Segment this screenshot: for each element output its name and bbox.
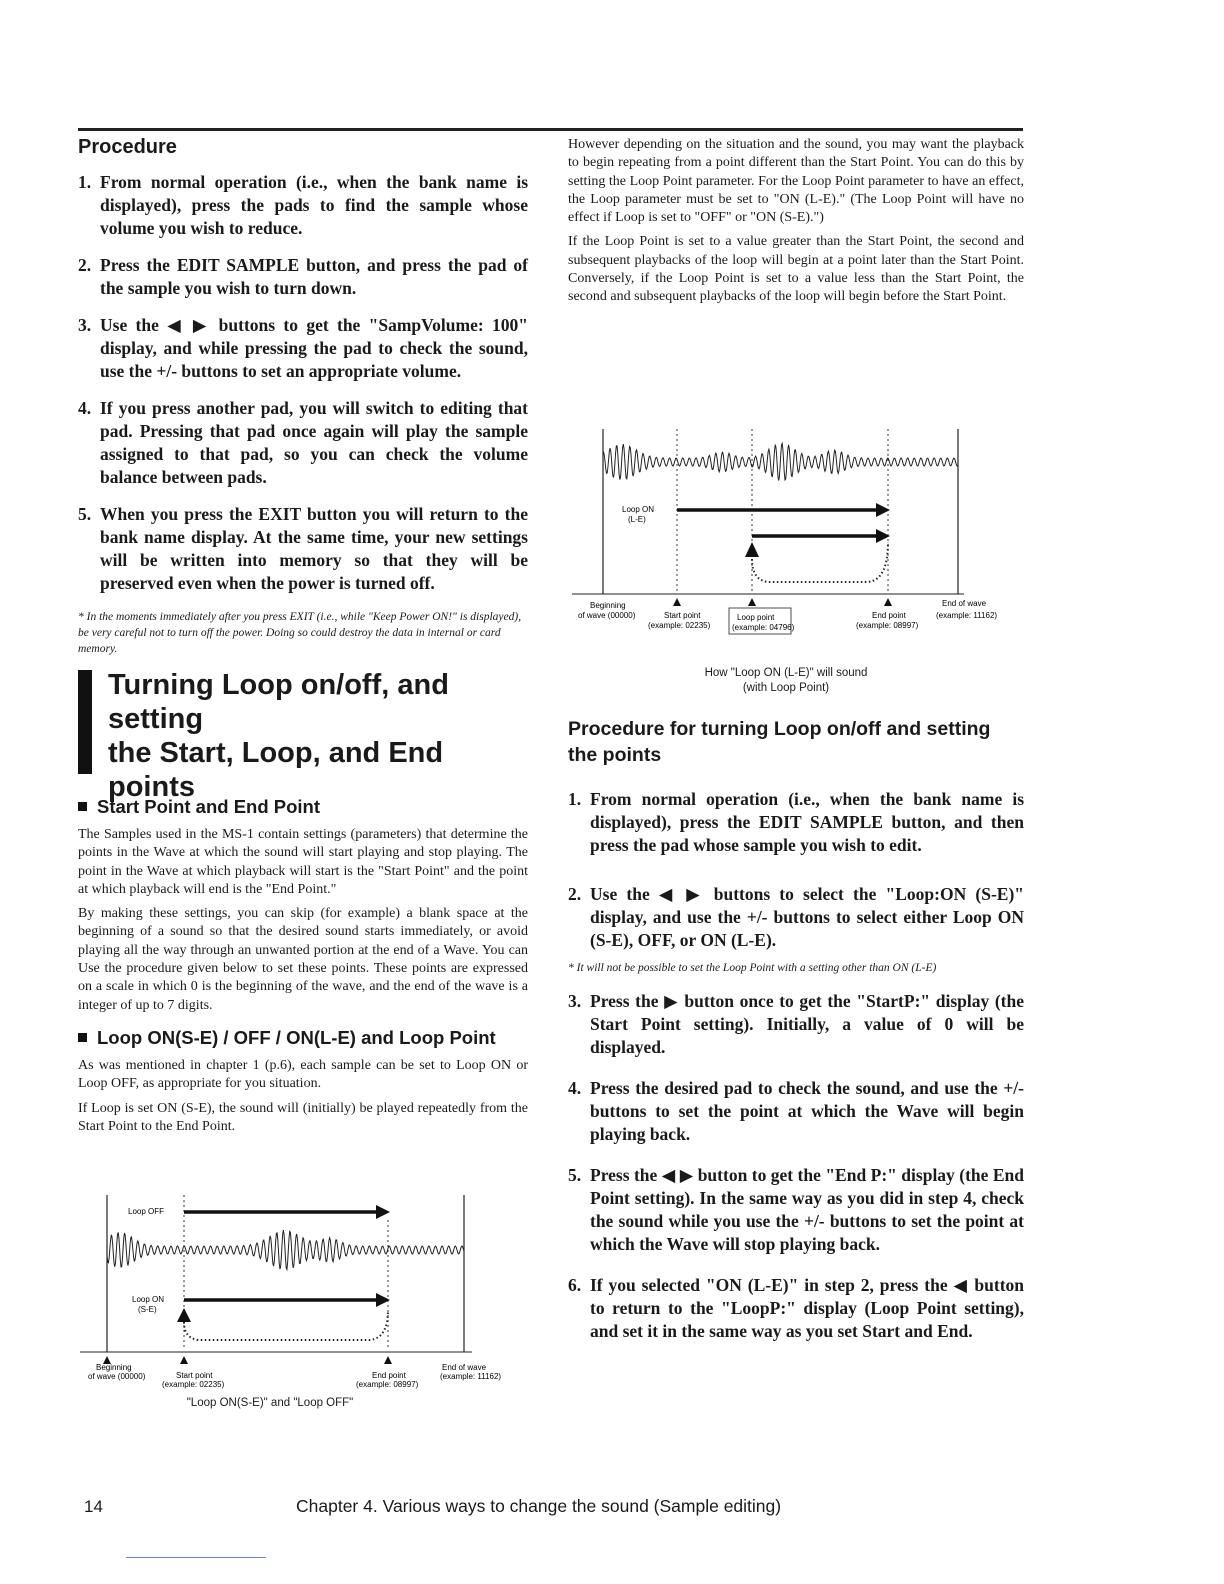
section-title-line2: the Start, Loop, and End points: [108, 737, 444, 803]
arrow-up-icon: [748, 598, 756, 606]
procedure-step: 5. Press the ◀ ▶ button to get the "End P:" display (the End Point setting). In the same way as you did in step 4, check the sound while you use the +/- buttons to set the point at which the Wave will stop playing back.: [568, 1165, 1024, 1254]
start-point-label: Start point: [176, 1371, 213, 1380]
end-point-label: End point: [872, 611, 906, 620]
procedure-step: 5. When you press the EXIT button you will return to the bank name display. At the same time, your new settings will be written into memory so that they will be preserved even when the power is turned off.: [78, 504, 528, 593]
waveform: [603, 443, 958, 480]
start-point-example-label: (example: 02235): [162, 1380, 225, 1389]
loop-procedure-steps: [568, 788, 1024, 952]
section-title-line1: Turning Loop on/off, and setting: [108, 669, 449, 735]
procedure-steps: [78, 171, 528, 595]
loop-procedure-heading: Procedure for turning Loop on/off and setting the points: [568, 718, 991, 766]
procedure-step: 1. From normal operation (i.e., when the bank name is displayed), press the pads to find the sample whose volume you wish to reduce.: [78, 172, 528, 238]
loop-point-label: Loop point: [737, 613, 775, 622]
procedure-step: 4. If you press another pad, you will switch to editing that pad. Pressing that pad once again will play the sample assigned to that pad, so you can check the volume balance between pads.: [78, 398, 528, 487]
diagram1-caption: "Loop ON(S-E)" and "Loop OFF": [186, 1397, 354, 1409]
loop-off-label: Loop OFF: [128, 1207, 165, 1216]
arrow-up-icon: [384, 1356, 392, 1364]
procedure-step: 1. From normal operation (i.e., when the bank name is displayed), press the EDIT SAMPLE button, and then press the pad whose sample you wish to edit.: [568, 789, 1024, 855]
start-point-label: Start point: [664, 611, 701, 620]
section-title: [78, 668, 528, 804]
bullet-square-icon: [78, 1033, 87, 1042]
end-point-example-label: (example: 08997): [356, 1380, 419, 1389]
procedure-step: 2. Press the EDIT SAMPLE button, and press the pad of the sample you wish to turn down.: [78, 255, 528, 298]
loop-off-diagram: [80, 1190, 530, 1390]
procedure-step: 3. Use the ◀ ▶ buttons to get the "SampVolume: 100" display, and while pressing the pad to check the sound, use the +/- buttons to set an appropriate volume.: [78, 315, 528, 381]
loop-on-label: Loop ON: [622, 505, 655, 514]
procedure-heading: Procedure: [78, 136, 177, 158]
procedure-step: 2. Use the ◀ ▶ buttons to select the "Loop:ON (S-E)" display, and use the +/- buttons to select either Loop ON (S-E), OFF, or ON (L-E).: [568, 884, 1024, 950]
right-column-lower: [568, 716, 1024, 1357]
arrow-up-icon: [177, 1308, 191, 1322]
start-end-paragraph-1: The Samples used in the MS-1 contain settings (parameters) that determine the points in the Wave at which the sound will start playing and stop playing. The point in the Wave at which playback will start is the "Start Point" and the point at which playback will end is the "End Point.": [78, 827, 528, 897]
loop-point-example-label: (example: 04796): [732, 623, 795, 632]
arrow-up-icon: [745, 542, 759, 557]
end-of-wave-example-label: (example: 11162): [936, 611, 998, 620]
waveform: [107, 1230, 464, 1269]
beginning-label: Beginning: [96, 1363, 132, 1372]
left-column-top: [78, 136, 528, 657]
start-end-paragraph-2: By making these settings, you can skip (for example) a blank space at the beginning of a sound so that the desired sound starts immediately, or avoid playing all the way through an unwanted portion at the end of a Wave. You can Use the procedure given below to set these points. These points are expressed on a scale in which 0 is the beginning of the wave, and the end of the wave is a integer of up to 7 digits.: [78, 906, 528, 1013]
loop-heading: Loop ON(S-E) / OFF / ON(L-E) and Loop Point: [78, 1027, 528, 1049]
loop-return-path: [752, 542, 888, 582]
end-point-example-label: (example: 08997): [856, 621, 919, 630]
procedure-step: 3. Press the ▶ button once to get the "StartP:" display (the Start Point setting). Initially, a value of 0 will be displayed.: [568, 991, 1024, 1057]
loop-on-mode-label: (S-E): [138, 1305, 157, 1314]
end-of-wave-example-label: (example: 11162): [440, 1372, 502, 1381]
arrow-up-icon: [884, 598, 892, 606]
loop-on-label: Loop ON: [132, 1295, 165, 1304]
page-number: 14: [84, 1497, 103, 1516]
section-title-bar: [78, 670, 92, 774]
loop-point-paragraph-1: However depending on the situation and the sound, you may want the playback to begin repeating from a point different than the Start Point. You can do this by setting the Loop Point parameter. For the Loop Point parameter to have an effect, the Loop parameter must be set to "ON (L-E)." (The Loop Point will have no effect if Loop is set to "OFF" or "ON (S-E)."): [568, 137, 1024, 226]
loop-paragraph-2: If Loop is set ON (S-E), the sound will (initially) be played repeatedly from the Start Point to the End Point.: [78, 1100, 528, 1134]
end-of-wave-label: End of wave: [942, 599, 987, 608]
arrow-up-icon: [673, 598, 681, 606]
left-column-lower: [78, 796, 528, 1142]
start-end-heading: Start Point and End Point: [78, 796, 528, 818]
bottom-divider: [126, 1557, 266, 1558]
loop-return-path: [184, 1310, 388, 1340]
beginning-value-label: of wave (00000): [88, 1372, 146, 1381]
beginning-label: Beginning: [590, 601, 626, 610]
power-warning-note: * In the moments immediately after you press EXIT (i.e., while "Keep Power ON!" is displayed), be very careful not to turn off the power. Doing so could destroy the data in internal or card memory.: [78, 611, 522, 655]
loop-on-mode-label: (L-E): [628, 515, 646, 524]
diagram2-caption: How "Loop ON (L-E)" will sound (with Loop Point): [704, 667, 868, 694]
bullet-square-icon: [78, 802, 87, 811]
loop-paragraph-1: As was mentioned in chapter 1 (p.6), each sample can be set to Loop ON or Loop OFF, as appropriate for you situation.: [78, 1057, 528, 1092]
end-of-wave-label: End of wave: [442, 1363, 487, 1372]
loop-on-le-diagram: [572, 424, 1022, 639]
arrow-up-icon: [180, 1356, 188, 1364]
start-point-example-label: (example: 02235): [648, 621, 711, 630]
beginning-value-label: of wave (00000): [578, 611, 636, 620]
loop-point-note: * It will not be possible to set the Loop Point with a setting other than ON (L-E): [568, 962, 937, 974]
arrow-right-icon: [376, 1205, 390, 1219]
procedure-step: 4. Press the desired pad to check the sound, and use the +/- buttons to set the point at which the Wave will begin playing back.: [568, 1078, 1024, 1144]
top-rule: [78, 128, 1023, 131]
loop-point-paragraph-2: If the Loop Point is set to a value greater than the Start Point, the second and subsequent playbacks of the loop will begin at a point later than the Start Point. Conversely, if the Loop Point is set to a value less than the Start Point, the second and subsequent playbacks of the loop will begin before the Start Point.: [568, 234, 1024, 305]
end-point-label: End point: [372, 1371, 406, 1380]
chapter-footer: Chapter 4. Various ways to change the sound (Sample editing): [296, 1496, 782, 1516]
procedure-step: 6. If you selected "ON (L-E)" in step 2, press the ◀ button to return to the "LoopP:" display (Loop Point setting), and set it in the same way as you set Start and End.: [568, 1275, 1024, 1341]
right-column-top: [568, 136, 1024, 313]
